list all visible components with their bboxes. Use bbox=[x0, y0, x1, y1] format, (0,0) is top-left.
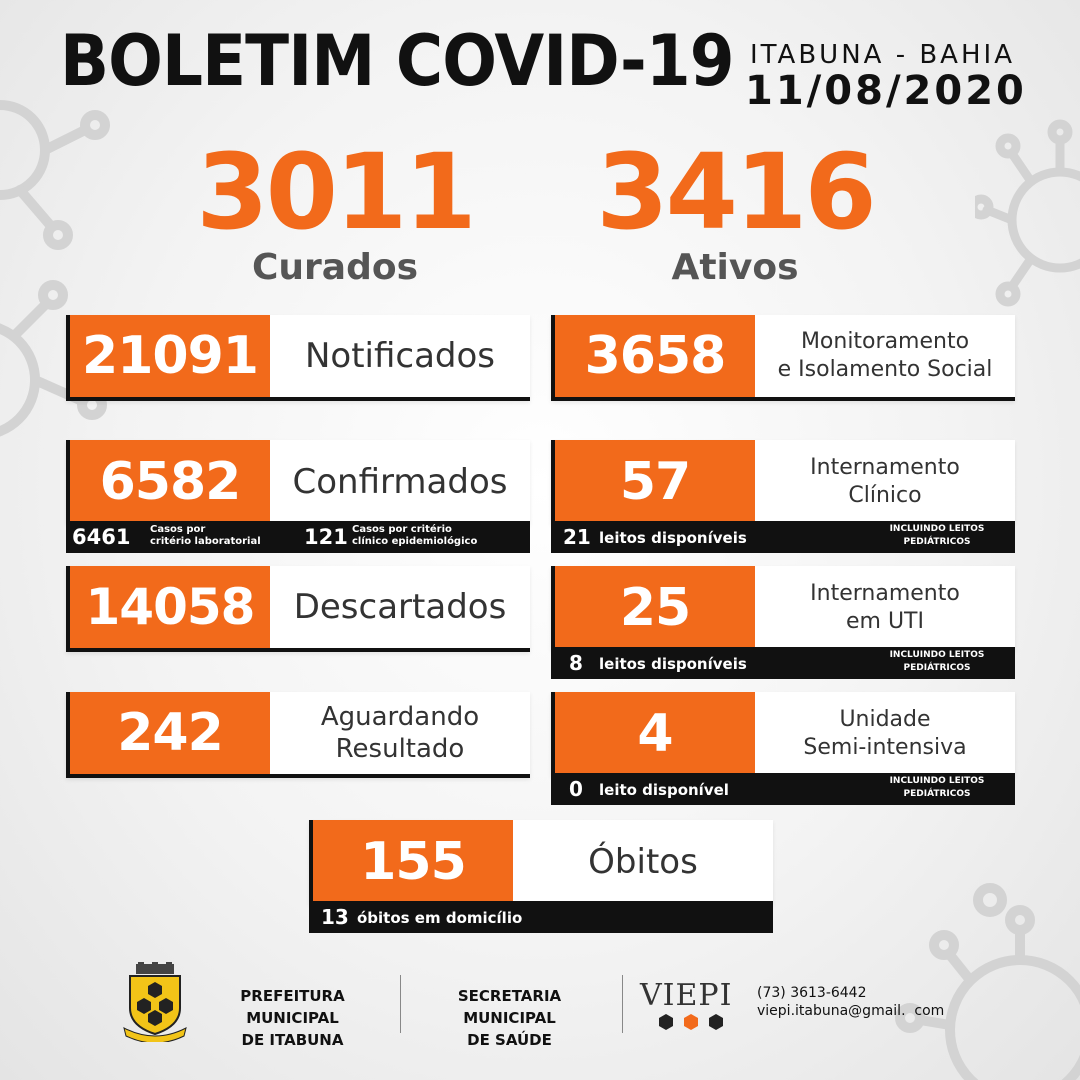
clin-cases-label-1: Casos por critério bbox=[352, 524, 452, 535]
clinico-beds-label: leitos disponíveis bbox=[599, 529, 747, 547]
ativos-value: 3416 bbox=[596, 131, 874, 253]
monitoramento-label-line-2: e Isolamento Social bbox=[777, 357, 993, 382]
viepi-logo-text: VIEPI bbox=[640, 978, 733, 1013]
clinico-card bbox=[551, 440, 1015, 524]
uti-label-line-2: em UTI bbox=[846, 609, 924, 634]
uti-value: 25 bbox=[555, 566, 755, 650]
confirmados-value: 6582 bbox=[70, 440, 270, 524]
semi-note-2: PEDIÁTRICOS bbox=[903, 789, 971, 799]
bulletin-date: 11/08/2020 bbox=[745, 68, 1027, 114]
clinico-note-2: PEDIÁTRICOS bbox=[903, 537, 971, 547]
footer-divider bbox=[622, 975, 623, 1033]
clin-cases-value: 121 bbox=[304, 525, 348, 549]
secretaria-line-2: DE SAÚDE bbox=[467, 1031, 552, 1049]
aguardando-label-line-2: Resultado bbox=[335, 734, 465, 764]
notificados-value: 21091 bbox=[70, 315, 270, 397]
secretaria-text bbox=[412, 985, 607, 1051]
monitoramento-label-line-1: Monitoramento bbox=[800, 329, 970, 354]
footer-divider bbox=[400, 975, 401, 1033]
descartados-label: Descartados bbox=[293, 587, 507, 627]
secretaria-line-1: SECRETARIA MUNICIPAL bbox=[457, 987, 562, 1027]
semi-label-line-1: Unidade bbox=[839, 707, 931, 732]
obitos-value: 155 bbox=[313, 820, 513, 904]
uti-note-2: PEDIÁTRICOS bbox=[903, 663, 971, 673]
semi-card bbox=[551, 692, 1015, 776]
confirmados-breakdown-bar bbox=[66, 521, 530, 553]
uti-beds-bar bbox=[551, 647, 1015, 679]
lab-cases-value: 6461 bbox=[72, 525, 131, 549]
descartados-value: 14058 bbox=[70, 566, 270, 648]
ativos-label: Ativos bbox=[671, 247, 799, 288]
obitos-home-label: óbitos em domicílio bbox=[357, 909, 523, 927]
curados-label: Curados bbox=[251, 247, 419, 288]
obitos-home-bar bbox=[309, 901, 773, 933]
uti-card bbox=[551, 566, 1015, 650]
uti-beds-value: 8 bbox=[569, 651, 583, 675]
clinico-beds-bar bbox=[551, 521, 1015, 553]
clin-cases-label-2: clínico epidemiológico bbox=[352, 536, 478, 547]
obitos-card bbox=[309, 820, 773, 904]
clinico-value: 57 bbox=[555, 440, 755, 524]
monitoramento-card bbox=[551, 315, 1015, 401]
clinico-label-line-1: Internamento bbox=[810, 455, 960, 480]
notificados-card bbox=[66, 315, 530, 401]
virus-icon bbox=[975, 110, 1080, 330]
clinico-label bbox=[755, 440, 1015, 524]
aguardando-value: 242 bbox=[70, 692, 270, 774]
semi-label-line-2: Semi-intensiva bbox=[803, 735, 967, 760]
monitoramento-label bbox=[755, 315, 1015, 397]
lab-cases-label-1: Casos por bbox=[150, 524, 206, 535]
semi-note-1: INCLUINDO LEITOS bbox=[889, 776, 985, 786]
uti-label-line-1: Internamento bbox=[810, 581, 960, 606]
uti-label bbox=[755, 566, 1015, 650]
obitos-home-value: 13 bbox=[321, 905, 349, 929]
bulletin-title: BOLETIM COVID-19 bbox=[60, 20, 734, 102]
clinico-beds-value: 21 bbox=[563, 525, 591, 549]
descartados-card bbox=[66, 566, 530, 652]
aguardando-label bbox=[270, 692, 530, 774]
uti-beds-label: leitos disponíveis bbox=[599, 655, 747, 673]
confirmados-label: Confirmados bbox=[292, 462, 508, 502]
virus-icon bbox=[0, 90, 140, 470]
confirmados-card bbox=[66, 440, 530, 524]
monitoramento-value: 3658 bbox=[555, 315, 755, 397]
uti-note-1: INCLUINDO LEITOS bbox=[889, 650, 985, 660]
curados-value: 3011 bbox=[196, 131, 474, 253]
location: ITABUNA - BAHIA bbox=[750, 40, 1015, 70]
virus-icon bbox=[850, 860, 1080, 1080]
semi-beds-label: leito disponível bbox=[599, 781, 729, 799]
prefeitura-line-1: PREFEITURA MUNICIPAL bbox=[240, 987, 345, 1027]
prefeitura-line-2: DE ITABUNA bbox=[241, 1031, 344, 1049]
coat-of-arms-icon bbox=[122, 962, 188, 1042]
semi-value: 4 bbox=[555, 692, 755, 776]
aguardando-label-line-1: Aguardando bbox=[320, 702, 480, 732]
semi-beds-bar bbox=[551, 773, 1015, 805]
prefeitura-text bbox=[195, 985, 390, 1051]
contact-email: viepi.itabuna@gmail. com bbox=[757, 1003, 945, 1019]
lab-cases-label-2: critério laboratorial bbox=[150, 536, 261, 547]
semi-label bbox=[755, 692, 1015, 776]
semi-beds-value: 0 bbox=[569, 777, 583, 801]
clinico-label-line-2: Clínico bbox=[848, 483, 922, 508]
contact-phone: (73) 3613-6442 bbox=[757, 985, 867, 1001]
viepi-logo-icon bbox=[636, 970, 746, 1045]
clinico-note-1: INCLUINDO LEITOS bbox=[889, 524, 985, 534]
aguardando-card bbox=[66, 692, 530, 778]
obitos-label: Óbitos bbox=[588, 842, 698, 882]
notificados-label: Notificados bbox=[304, 336, 496, 376]
